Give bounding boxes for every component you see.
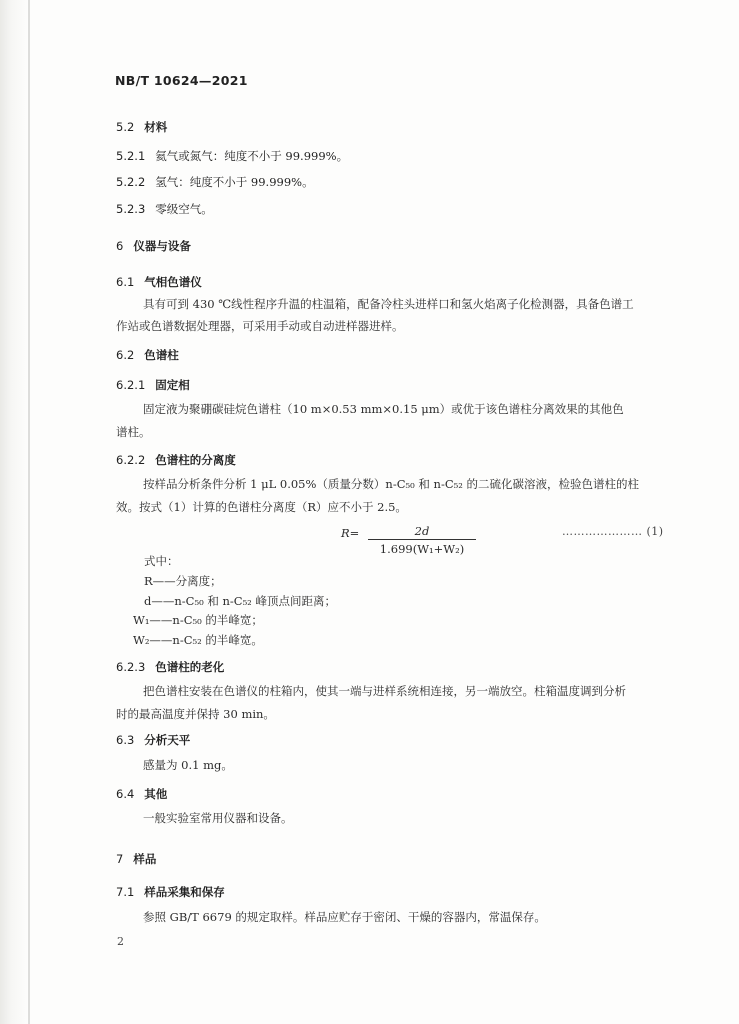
standard-code: NB/T 10624—2021 [115,73,248,88]
heading-6-2-2: 6.2.2 色谱柱的分离度 [116,453,236,467]
heading-6-4: 6.4 其他 [116,787,168,801]
paragraph-6-2-1-line2: 谱柱。 [116,425,151,439]
heading-6-1: 6.1 气相色谱仪 [116,275,202,289]
where-label: 式中： [144,554,179,568]
equation-number: ………………… (1) [562,525,664,538]
heading-7-1: 7.1 样品采集和保存 [116,885,225,899]
scan-edge-shadow [0,0,28,1024]
paragraph-6-2-2-line2: 效。按式（1）计算的色谱柱分离度（R）应不小于 2.5。 [116,500,407,514]
heading-5-2: 5.2 材料 [116,120,168,134]
definition-w2: W₂——n-C₅₂ 的半峰宽。 [133,633,263,647]
paragraph-6-1-line2: 作站或色谱数据处理器，可采用手动或自动进样器进样。 [116,319,404,333]
clause-5-2-3: 5.2.3 零级空气。 [116,202,213,216]
paragraph-6-4: 一般实验室常用仪器和设备。 [143,811,293,825]
heading-6-2: 6.2 色谱柱 [116,348,179,362]
definition-d: d——n-C₅₀ 和 n-C₅₂ 峰顶点间距离； [144,594,336,608]
paragraph-6-2-3-line2: 时的最高温度并保持 30 min。 [116,707,275,721]
definition-w1: W₁——n-C₅₀ 的半峰宽； [133,613,263,627]
paragraph-6-3: 感量为 0.1 mg。 [143,758,233,772]
paragraph-6-2-3-line1: 把色谱柱安装在色谱仪的柱箱内，使其一端与进样系统相连接，另一端放空。柱箱温度调到分析 [143,684,626,698]
equation-fraction [368,524,476,556]
paragraph-6-1-line1: 具有可到 430 ℃线性程序升温的柱温箱，配备冷柱头进样口和氢火焰离子化检测器，具备色谱工 [143,297,634,311]
equation-lhs: R= [341,526,360,540]
heading-6-2-1: 6.2.1 固定相 [116,378,190,392]
definition-r: R——分离度； [144,574,222,588]
paragraph-6-2-2-line1: 按样品分析条件分析 1 μL 0.05%（质量分数）n-C₅₀ 和 n-C₅₂ 的二硫化碳溶液，检验色谱柱的柱 [143,477,640,491]
heading-6-3: 6.3 分析天平 [116,733,191,747]
paragraph-6-2-1-line1: 固定液为聚硼碳硅烷色谱柱（10 m×0.53 mm×0.15 μm）或优于该色谱柱分离效果的其他色 [143,402,624,416]
heading-6: 6 仪器与设备 [116,239,191,253]
fraction-bar [368,539,476,540]
paragraph-7-1: 参照 GB/T 6679 的规定取样。样品应贮存于密闭、干燥的容器内，常温保存。 [143,910,546,924]
clause-5-2-2: 5.2.2 氢气：纯度不小于 99.999%。 [116,175,314,189]
heading-6-2-3: 6.2.3 色谱柱的老化 [116,660,225,674]
equation-denominator: 1.699(W₁+W₂) [379,542,465,556]
equation-numerator: 2d [414,524,430,538]
clause-5-2-1: 5.2.1 氦气或氮气：纯度不小于 99.999%。 [116,149,349,163]
heading-7: 7 样品 [116,852,157,866]
scan-edge-line [28,0,30,1024]
page-number: 2 [117,935,124,948]
